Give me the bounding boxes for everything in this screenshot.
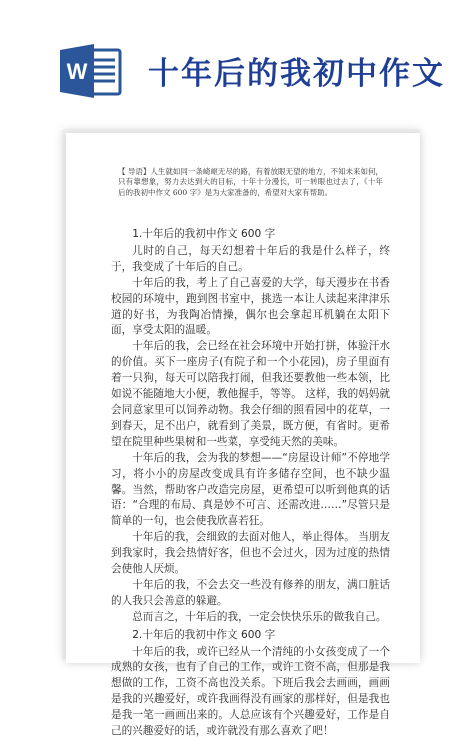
body-paragraph: 十年后的我，或许已经从一个清纯的小女孩变成了一个成熟的女孩，也有了自己的工作，或许工资不高，但那是我想做的工作，工资不高也没关系。下班后我会去画画，画画是我的兴趣爱好，或许我画得没有画家的那样好，但是我也是我一笔一画画出来的。人总应该有个兴趣爱好，工作是自己的兴趣爱好的话，或许就没有那么喜欢了吧！	[111, 645, 390, 738]
word-icon-letter: W	[66, 59, 88, 84]
body-paragraph: 十年后的我，会细致的去面对他人，举止得体。 当朋友到我家时，我会热情好客，但也不会过火，因为过度的热情会使他人厌烦。	[111, 531, 390, 576]
body-paragraph: 总而言之，十年后的我，一定会快快乐乐的做我自己。	[132, 610, 387, 623]
word-icon	[60, 44, 124, 98]
document-body	[111, 225, 390, 740]
intro-text: 【 导语】人生就如同一条崎岖无尽的路，有着放眼无望的地方，不知未来如何，只有靠想象，努力去达到大的目标，十年十分漫长，可一转眼也过去了，《十年后的我初中作文 600 字》是为大家准备的，希望对大家有帮助。	[118, 167, 383, 197]
document-preview-header	[0, 0, 474, 120]
body-paragraph: 儿时的自己，每天幻想着十年后的我是什么样子，终于，我变成了十年后的自己。	[111, 244, 390, 273]
body-paragraph: 十年后的我，会已经在社会环境中开始打拼，体验汗水的价值。买下一座房子(有院子和一个小花园)，房子里面有着一只狗，每天可以陪我打闹，但我还要教他一些本领，比如说不能随地大小便，教他握手，等等。 这样，我的妈妈就会同意家里可以饲养动物。我会仔细的照看园中的花草，一到春天，足不出户，就看到了美景，既方便，有省时。更希望在院里种些果树和一些菜，享受纯天然的美味。	[111, 340, 390, 448]
section-heading: 1.十年后的我初中作文 600 字	[132, 228, 276, 240]
body-paragraph: 十年后的我，考上了自己喜爱的大学，每天漫步在书香校园的环境中，跑到图书室中，挑选一本让人读起来津津乐道的好书，为我陶冶情操，偶尔也会拿起耳机躺在太阳下面，享受太阳的温暖。	[111, 276, 390, 337]
body-paragraph: 十年后的我，不会去交一些没有修养的朋友，满口脏话的人我只会善意的躲避。	[111, 578, 390, 607]
body-paragraph: 十年后的我，会为我的梦想——“房屋设计师”不停地学习，将小小的房屋改变成具有许多储存空间，也不缺少温馨。当然，帮助客户改造完房屋，更希望可以听到他真的话语：“合理的布局、真是妙不可言、还需改进……”尽管只是简单的一句，也会使我欣喜若狂。	[111, 451, 390, 528]
page-title: 十年后的我初中作文	[148, 56, 445, 92]
section-heading: 2.十年后的我初中作文 600 字	[132, 628, 276, 641]
